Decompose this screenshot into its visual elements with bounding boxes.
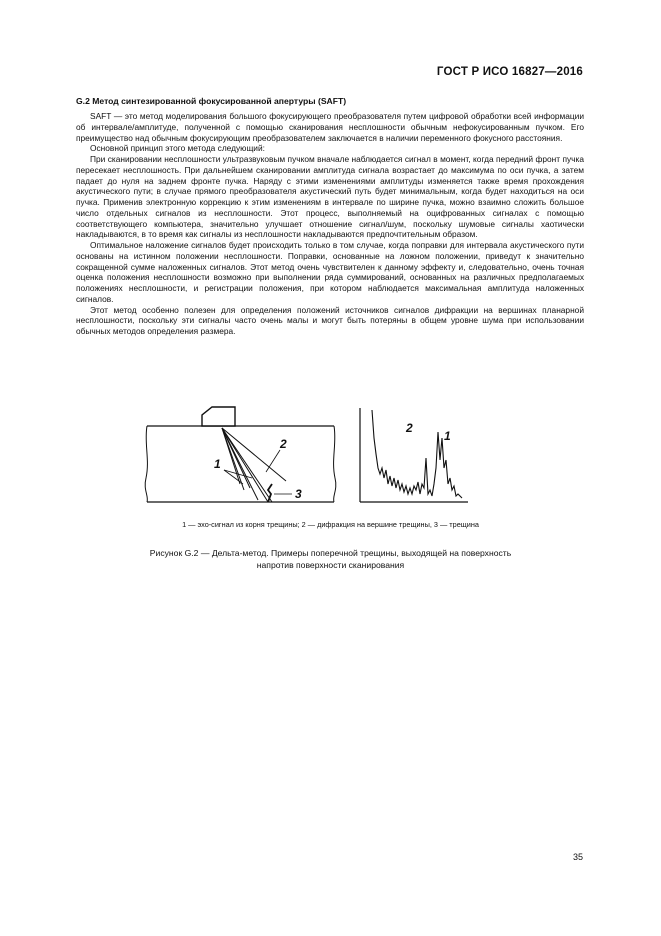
beam-rays	[222, 428, 286, 502]
page-number: 35	[572, 852, 583, 862]
leader-lines	[224, 450, 292, 494]
body-text	[76, 111, 584, 337]
label-2: 2	[280, 437, 287, 451]
standard-number: ГОСТ Р ИСО 16827—2016	[436, 66, 583, 78]
paragraph-superposition: Оптимальное наложение сигналов будет происходить только в том случае, когда поправки для интервала акустического пути основаны на истинном положении несплошности. Поправки, основанные на ложном положении, приведут к значительно сокращенной сумме наложенных сигналов. Этот метод очень чувствителен к данному эффекту и, следовательно, очень точная оценка положения несплошности возможно при выполнении ряда суммирований, основанных на различных предполагаемых положениях несплошности, и регистрации положения, при котором наблюдается максимальная амплитуда наложенных сигналов.	[76, 240, 584, 304]
figure-g2	[0, 398, 661, 508]
figure-caption	[0, 548, 661, 571]
a-scan-label-2: 2	[406, 421, 413, 435]
caption-line-2: напротив поверхности сканирования	[256, 559, 405, 570]
probe-icon	[202, 407, 235, 426]
section-heading: G.2 Метод синтезированной фокусированной апертуры (SAFT)	[76, 96, 347, 106]
paragraph-principle: Основной принцип этого метода следующий:	[90, 143, 265, 154]
label-3: 3	[295, 487, 302, 501]
a-scan-signal	[372, 410, 462, 498]
a-scan-display	[360, 408, 468, 502]
label-1: 1	[214, 457, 221, 471]
paragraph-usage: Этот метод особенно полезен для определения положений источников сигналов дифракции на вершинах планарной несплошности, поскольку эти сигналы часто очень малы и могут быть потеряны в общем уровне шума при использовании обычных методов определения размера.	[76, 304, 584, 336]
paragraph-saft-intro: SAFT — это метод моделирования большого фокусирующего преобразователя путем цифровой обработки всей информации об интервале/амплитуде, полученной с помощью сканирования несплошности обычным нефокусированным пучком. Его преимущество над обычным фокусирующим преобразователем заключается в наличии переменного фокусного расстояния.	[76, 111, 584, 143]
caption-line-1: Рисунок G.2 — Дельта-метод. Примеры поперечной трещины, выходящей на поверхность	[149, 548, 512, 558]
a-scan-label-1: 1	[444, 429, 451, 443]
paragraph-scanning: При сканировании несплошности ультразвуковым пучком вначале наблюдается сигнал в момент, когда передний фронт пучка пересекает несплошность. При дальнейшем сканировании амплитуда сигнала возрастает до максимума по оси пучка, а затем падает до нуля на заднем фронте пучка. Наряду с этими изменениями амплитуды изменяется также время прохождения акустического пути; в случае прямого преобразователя акустический путь будет минимальным, когда будет находиться на оси пучка. Применив электронную коррекцию к этим изменениям в интервале по ширине пучка, можно взаимно сложить большое число отдельных сигналов из несплошности. Этот процесс, выполняемый на оцифрованных сигналах с помощью соответствующего компьютера, значительно улучшает отношение сигнал/шум, поскольку шумовые сигналы хаотически накладываются, в то время как сигналы из несплошности накладываются предпочтительным образом.	[76, 154, 584, 240]
figure-legend: 1 — эхо-сигнал из корня трещины; 2 — дифракция на вершине трещины, 3 — трещина	[182, 520, 479, 529]
figure-drawing	[0, 398, 661, 508]
